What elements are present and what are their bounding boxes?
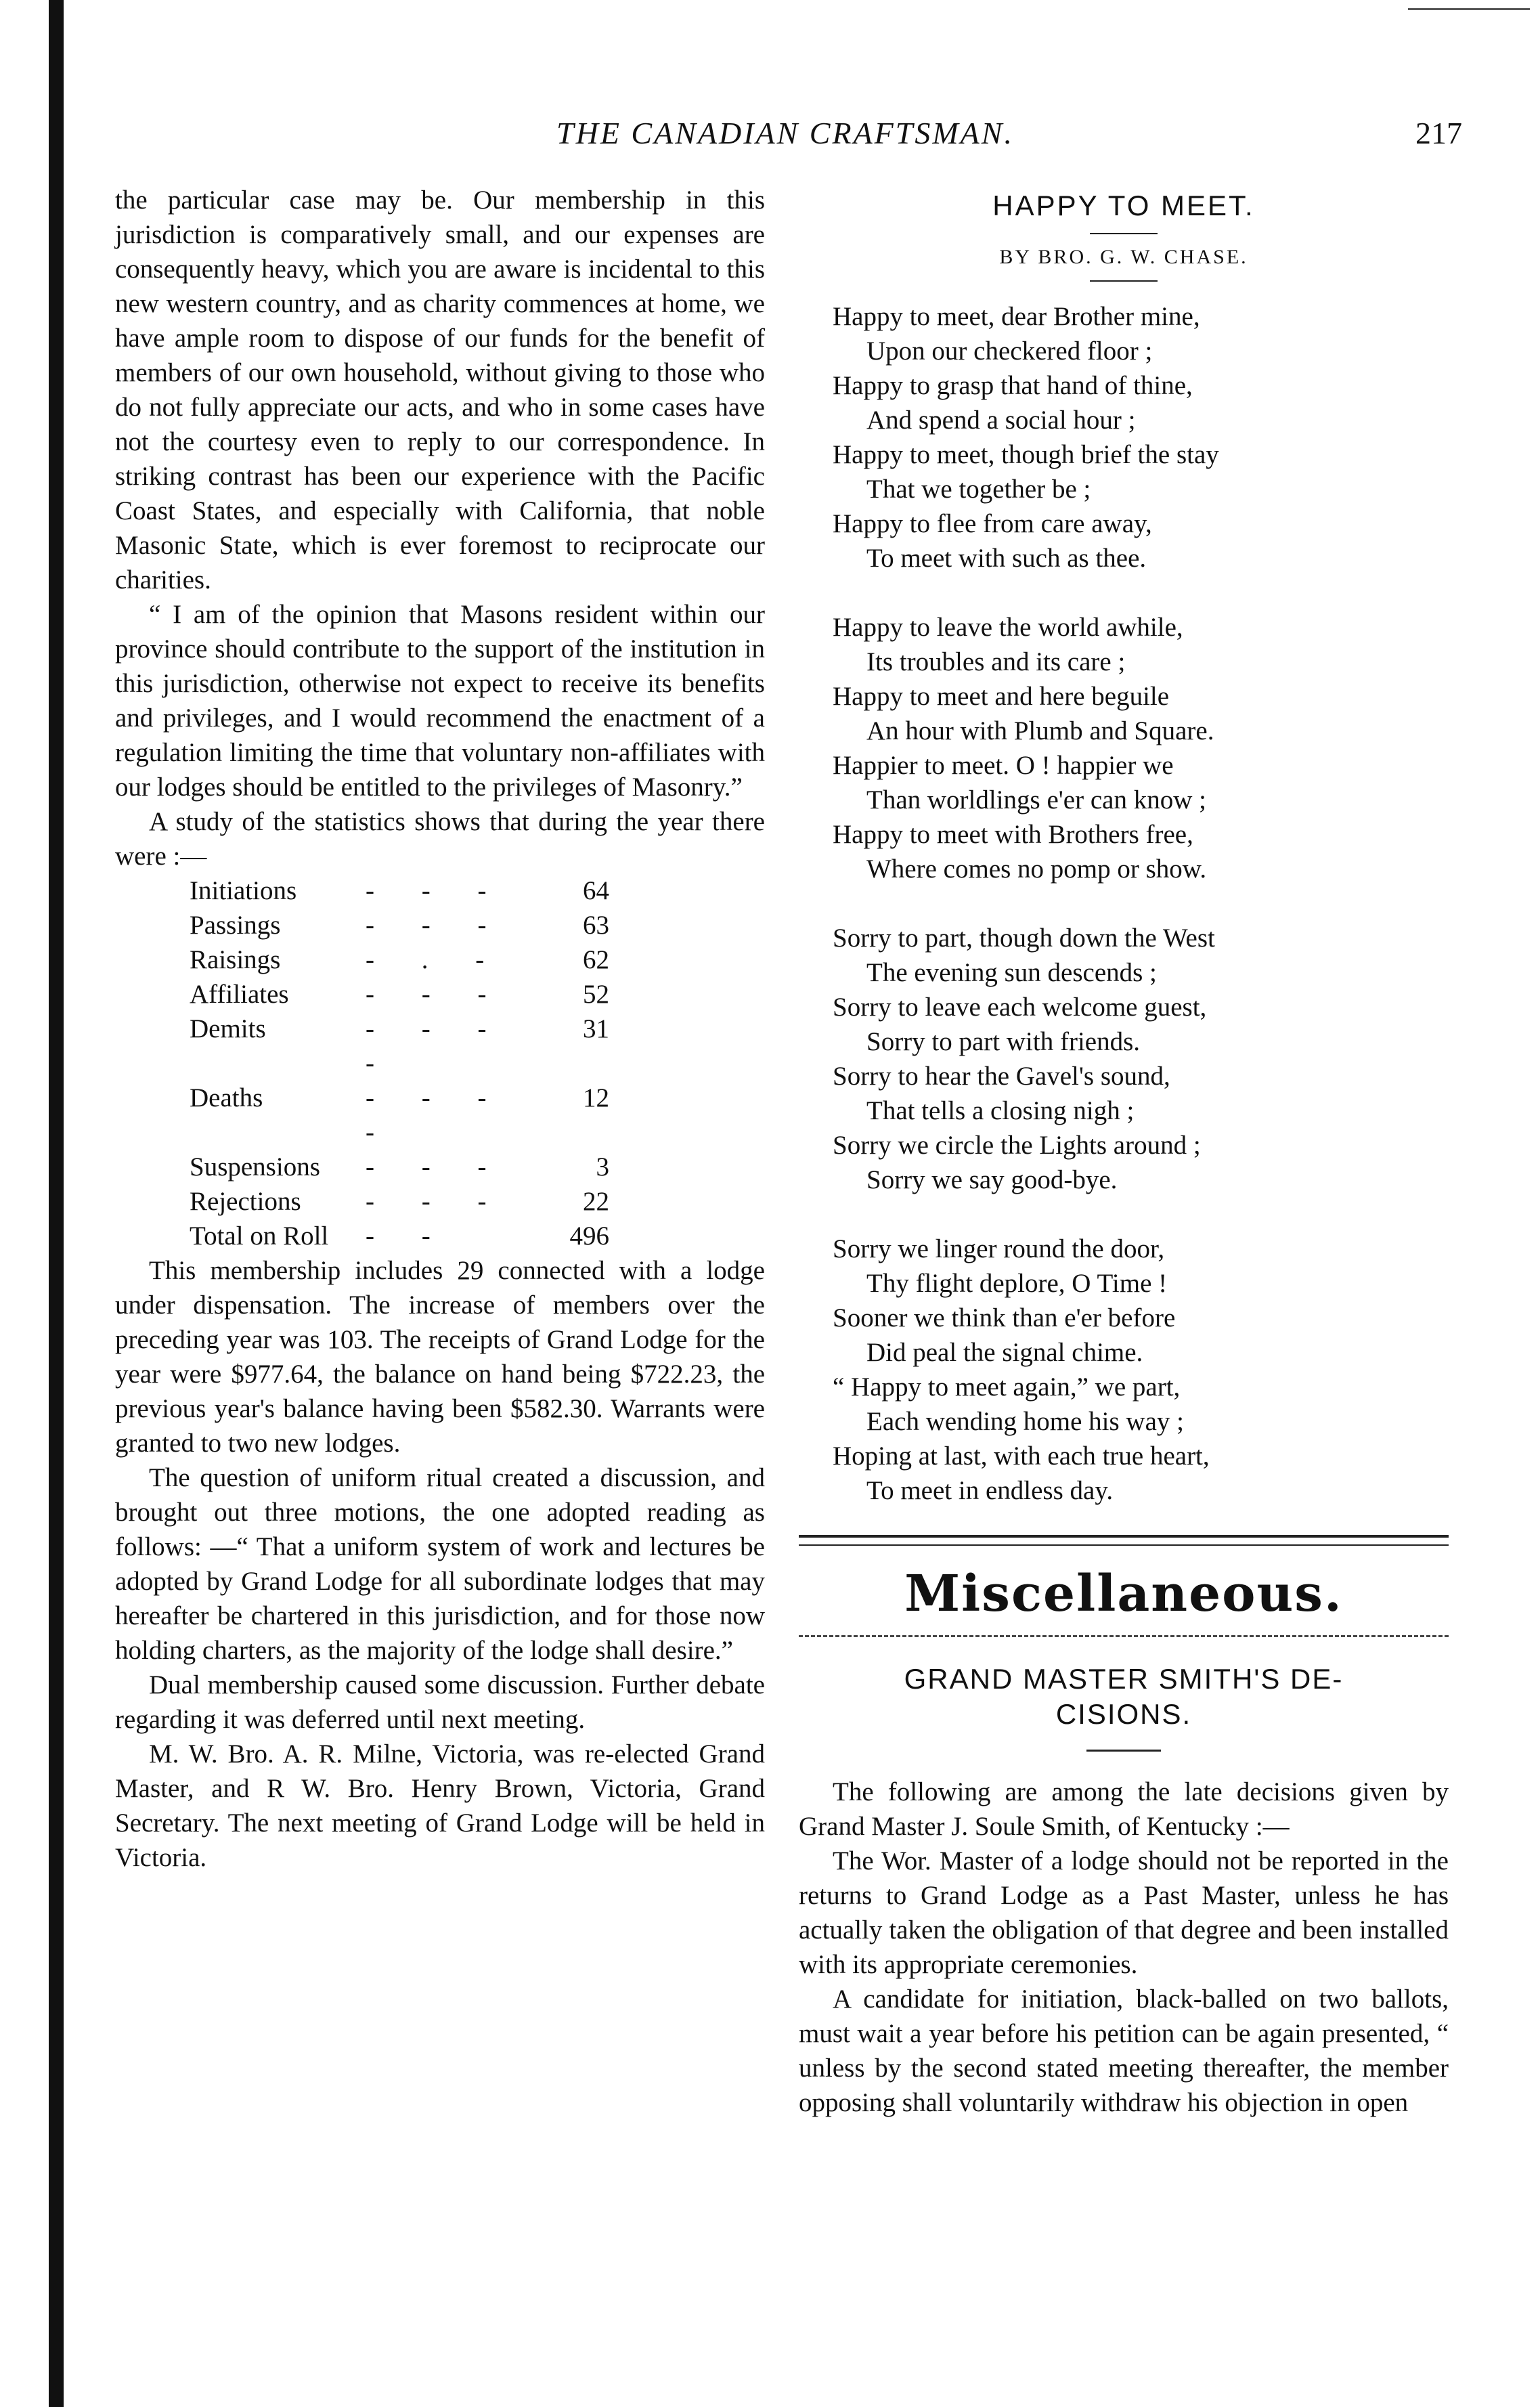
verse-line: Happy to meet with Brothers free, [833, 820, 1193, 849]
verse-line: Happy to grasp that hand of thine, [833, 371, 1193, 400]
verse-line: Happy to flee from care away, [833, 509, 1152, 538]
poem-stanza [833, 610, 1449, 886]
verse-line: Happier to meet. O ! happier we [833, 751, 1174, 780]
verse-line: Thy flight deplore, O Time ! [866, 1269, 1168, 1298]
stat-leader: - - - - [366, 1083, 507, 1147]
verse-line: And spend a social hour ; [866, 406, 1136, 435]
poem-byline: BY BRO. G. W. CHASE. [999, 246, 1248, 268]
stat-label: Deaths [190, 1083, 263, 1112]
stat-leader: - - - [366, 876, 507, 905]
stat-label: Raisings [190, 945, 281, 974]
section-title: Miscellaneous. [904, 1565, 1343, 1623]
stat-label: Affiliates [190, 980, 289, 1009]
stat-label: Total on Roll [190, 1221, 329, 1251]
verse-line: Sorry to part with friends. [866, 1027, 1141, 1056]
article-title-line: GRAND MASTER SMITH'S DE- [904, 1663, 1344, 1695]
article-title [799, 1662, 1449, 1732]
stat-value: 62 [583, 945, 609, 974]
stat-value: 63 [583, 911, 609, 940]
stat-row [190, 873, 609, 908]
paragraph: M. W. Bro. A. R. Milne, Victoria, was re-elected Grand Master, and R W. Bro. Henry Brown, Victoria, Grand Secretary. The next meeting of Grand Lodge will be held in Victoria. [115, 1739, 765, 1872]
verse-line: To meet in endless day. [866, 1476, 1114, 1505]
paragraph: the particular case may be. Our membership in this jurisdiction is comparatively small, and our expenses are consequently heavy, which you are aware is incidental to this new western country, and as charity commences at home, we have ample room to dispose of our funds for the benefit of members of our own household, without giving to those who do not fully appreciate our acts, and who in some cases have not the courtesy even to reply to our correspondence. In striking contrast has been our experience with the Pacific Coast States, and especially with California, that noble Masonic State, which is ever foremost to reciprocate our charities. [115, 186, 765, 594]
stat-leader: - - - [366, 911, 507, 940]
paragraph: A study of the statistics shows that during the year there were :— [115, 807, 765, 871]
verse-line: Happy to meet, though brief the stay [833, 440, 1219, 469]
stat-row [190, 1150, 609, 1184]
verse-line: Than worldlings e'er can know ; [866, 785, 1206, 815]
paragraph: The question of uniform ritual created a discussion, and brought out three motions, the one adopted reading as follows: —“ That a uniform system of work and lectures be adopted by Grand Lodge for all subordinate lodges that may hereafter be chartered in this jurisdiction, and for those now holding charters, as the majority of the lodge shall desire.” [115, 1463, 765, 1665]
verse-line: Where comes no pomp or show. [866, 854, 1207, 884]
poem-stanza [833, 921, 1449, 1197]
poem-stanza [833, 1232, 1449, 1508]
stat-row [190, 908, 609, 942]
verse-line: That tells a closing nigh ; [866, 1096, 1135, 1125]
verse-line: To meet with such as thee. [866, 544, 1147, 573]
binding-edge [49, 0, 64, 2407]
verse-line: Happy to meet and here beguile [833, 682, 1170, 711]
verse-line: An hour with Plumb and Square. [866, 716, 1214, 745]
verse-line: Hoping at last, with each true heart, [833, 1441, 1210, 1471]
paragraph: The following are among the late decisions given by Grand Master J. Soule Smith, of Kentucky :— [799, 1777, 1449, 1841]
stat-label: Rejections [190, 1187, 301, 1216]
stat-leader: - - - [366, 1187, 507, 1216]
stat-leader: - . - [366, 945, 505, 974]
verse-line: Sorry to part, though down the West [833, 924, 1215, 953]
stat-value: 52 [583, 980, 609, 1009]
stat-value: 496 [569, 1221, 609, 1251]
stat-row [190, 942, 609, 977]
stat-value: 22 [583, 1187, 609, 1216]
stat-leader: - - - [366, 1152, 507, 1181]
divider [1090, 280, 1158, 282]
paragraph: “ I am of the opinion that Masons resident within our province should contribute to the support of the institution in this jurisdiction, otherwise not expect to receive its benefits and privileges, and I would recommend the enactment of a regulation limiting the time that voluntary non-affiliates with our lodges should be entitled to the privileges of Masonry.” [115, 600, 765, 802]
verse-line: Its troubles and its care ; [866, 647, 1126, 676]
verse-line: That we together be ; [866, 475, 1091, 504]
running-title: THE CANADIAN CRAFTSMAN. [556, 116, 1014, 150]
stat-row [190, 1219, 609, 1253]
stat-leader: - - - - [366, 1014, 507, 1078]
stat-leader: - - - [366, 980, 507, 1009]
verse-line: Happy to meet, dear Brother mine, [833, 302, 1200, 331]
verse-line: Sooner we think than e'er before [833, 1303, 1176, 1332]
paragraph: Dual membership caused some discussion. Further debate regarding it was deferred until next meeting. [115, 1670, 765, 1734]
page-header [108, 115, 1462, 162]
verse-line: Each wending home his way ; [866, 1407, 1184, 1436]
paragraph: The Wor. Master of a lodge should not be reported in the returns to Grand Lodge as a Past Master, unless he has actually taken the obligation of that degree and been installed with its appropriate ceremonies. [799, 1846, 1449, 1979]
stat-row [190, 1081, 609, 1150]
stat-row [190, 1184, 609, 1219]
verse-line: Sorry to hear the Gavel's sound, [833, 1062, 1170, 1091]
paragraph: A candidate for initiation, black-balled on two ballots, must wait a year before his petition can be again presented, “ unless by the second stated meeting thereafter, the member opposing shall voluntarily withdraw his objection in open [799, 1985, 1449, 2117]
verse-line: Sorry we linger round the door, [833, 1234, 1165, 1263]
left-column [115, 183, 765, 1875]
verse-line: Sorry we say good-bye. [866, 1165, 1118, 1194]
verse-line: Upon our checkered floor ; [866, 337, 1153, 366]
verse-line: Happy to leave the world awhile, [833, 613, 1183, 642]
poem-stanza [833, 299, 1449, 576]
top-rule [1408, 8, 1530, 10]
stat-label: Passings [190, 911, 281, 940]
verse-line: Did peal the signal chime. [866, 1338, 1143, 1367]
stat-row [190, 977, 609, 1012]
divider [1090, 233, 1158, 234]
stat-value: 3 [596, 1152, 609, 1181]
verse-line: “ Happy to meet again,” we part, [833, 1372, 1181, 1402]
verse-line: The evening sun descends ; [866, 958, 1157, 987]
stat-label: Suspensions [190, 1152, 320, 1181]
stat-leader: - - [366, 1221, 451, 1251]
paragraph: This membership includes 29 connected with a lodge under dispensation. The increase of members over the preceding year was 103. The receipts of Grand Lodge for the year were $977.64, the balance on hand being $722.23, the previous year's balance having been $582.30. Warrants were granted to two new lodges. [115, 1256, 765, 1458]
section-divider [799, 1535, 1449, 1546]
section-divider [799, 1635, 1449, 1637]
stat-label: Initiations [190, 876, 297, 905]
statistics-table [190, 873, 609, 1253]
verse-line: Sorry to leave each welcome guest, [833, 993, 1207, 1022]
verse-line: Sorry we circle the Lights around ; [833, 1131, 1201, 1160]
stat-value: 12 [583, 1083, 609, 1112]
poem-title: HAPPY TO MEET. [992, 190, 1255, 221]
stat-value: 31 [583, 1014, 609, 1043]
divider [1086, 1750, 1161, 1752]
stat-value: 64 [583, 876, 609, 905]
article-title-line: CISIONS. [1055, 1698, 1192, 1730]
stat-row [190, 1012, 609, 1081]
right-column [799, 183, 1449, 2120]
stat-label: Demits [190, 1014, 266, 1043]
page-number: 217 [1415, 116, 1462, 150]
